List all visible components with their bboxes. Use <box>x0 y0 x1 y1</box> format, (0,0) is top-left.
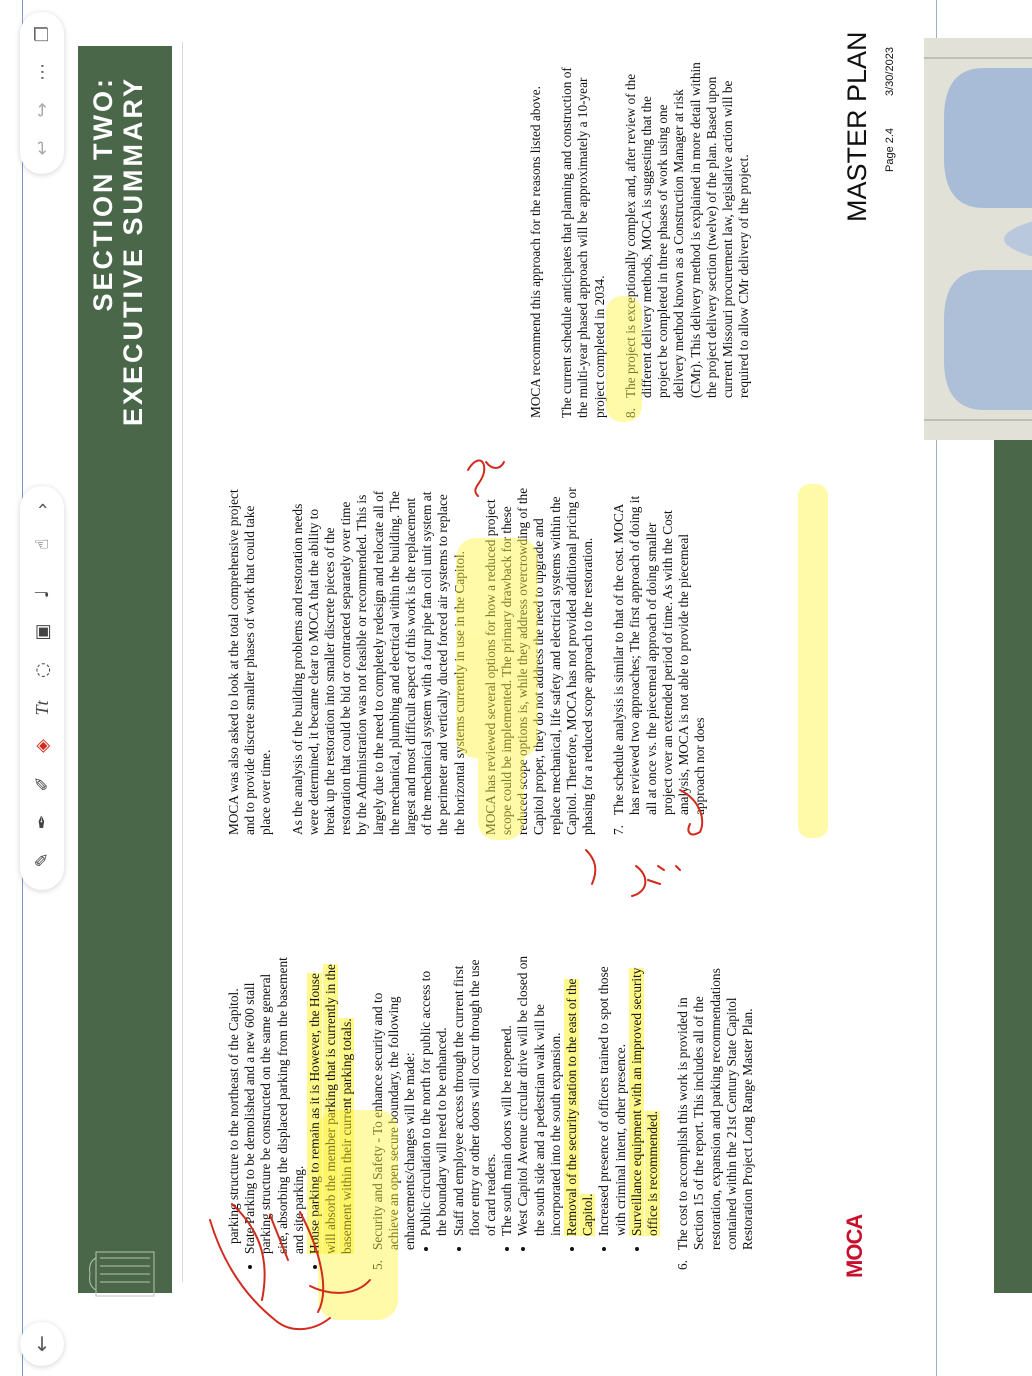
moca-logo: MOCA <box>842 1214 867 1278</box>
numbered-item-5: 5. Security and Safety - To enhance security and to achieve an open secure boundary, the following enhancements/changes will be made: • Public circulation to the north for public access to the boundary will need to be enhanced. • Staff and employee access through the current first floor entry or other doors will occur through the use of card readers. • The south main doors will be reopened. • West Capitol Avenue circular drive will be closed on the south side and a pedestrian walk will be incorporated into the south expansion. • Removal of the security station to the east of the Capitol. • Increased presence of officers trained to spot those with criminal intent, other presence. • Surveillance equipment with an improved security office is recommended. <box>370 955 662 1270</box>
capitol-sketch-image <box>924 38 1032 440</box>
redo-icon[interactable]: ↪ <box>31 102 53 118</box>
chevron-up-icon[interactable]: › <box>31 502 53 510</box>
image-icon[interactable]: ▣ <box>31 623 53 641</box>
list-item: • Staff and employee access through the current first floor entry or other doors will occur through the use of card readers. <box>451 955 500 1236</box>
numbered-item-8: 8. The project is exceptionally complex and, after review of the different delivery methods, MOCA is suggesting that the project be completed in three phases of work using one delivery method known as a Construction Manager at risk (CMr). This delivery method is explained in more detail within the project delivery section (twelve) of the plan. Based upon current Missouri procurement law, legislative action will be required to allow CMr delivery of the project. <box>623 60 753 418</box>
more-icon[interactable]: ⋯ <box>31 63 53 81</box>
text-column-3 <box>528 60 828 418</box>
item-text: The project is exceptionally complex and, after review of the different delivery methods, MOCA is suggesting that the project be completed in three phases of work using one delivery method known as a Construction Manager at risk (CMr). This delivery method is explained in more detail within the project delivery section (twelve) of the plan. Based upon current Missouri procurement law, legislative action will be required to allow CMr delivery of the project. <box>622 62 752 398</box>
capitol-logo-icon <box>86 1238 166 1310</box>
paragraph: As the analysis of the building problems and restoration needs were determined, it became clear to MOCA that the ability to break up the restoration into smaller discrete pieces of the restoration that could be bid or contracted separately over time by the Administration was not feasible or recommended. This is largely due to the need to completely redesign and relocate all of the mechanical, plumbing and electrical within the building. The largest and most difficult aspect of this work is the replacement of the mechanical system with a four pipe fan coil unit system at the perimeter and vertically ducted forced air systems to replace the horizontal systems currently in use in the Capitol. <box>289 490 467 835</box>
pen-icon[interactable]: ✒ <box>31 814 53 830</box>
numbered-item-6: 6. The cost to accomplish this work is provided in Section 15 of the report. This includes all of the restoration, expansion and parking recommendations contained within the 21st Century State Capitol Restoration Project Long Range Master Plan. <box>675 955 756 1270</box>
list-item <box>307 955 356 1254</box>
master-plan-title: MASTER PLAN <box>842 31 872 222</box>
section-title-line1: SECTION TWO: <box>88 76 118 312</box>
paragraph: MOCA has reviewed several options for how a reduced project scope could be implemented. The primary drawback for these reduced scope options is, while they address overcrowding of the Capitol proper, they do not address the need to upgrade and replace mechanical, life safety and electrical systems within the Capitol. Therefore, MOCA has not provided additional pricing or phasing for a reduced scope approach to the restoration. <box>482 487 596 835</box>
paragraph: MOCA was also asked to look at the total comprehensive project and to provide discrete smaller phases of work that could take place over time. <box>226 489 274 835</box>
lasso-icon[interactable]: ◌ <box>31 662 53 678</box>
undo-icon[interactable]: ↩ <box>31 140 53 156</box>
pages-icon[interactable]: ❐ <box>31 25 53 43</box>
parking-bullets <box>242 955 355 1270</box>
hand-icon[interactable]: ☝ <box>31 538 53 550</box>
numbered-item-7: 7. The schedule analysis is similar to that of the cost. MOCA has reviewed two approaches; The first approach of doing it all at once vs. the piecemeal approach of doing smaller project over an extended period of time. As with the Cost analysis, MOCA is not able to provide the piecemeal approach nor does <box>611 485 708 835</box>
pencil-icon[interactable]: ✎ <box>31 852 53 868</box>
paragraph: MOCA recommend this approach for the reasons listed above. <box>528 86 543 418</box>
page-number: Page 2.4 <box>884 127 896 172</box>
item-text: The schedule analysis is similar to that of the cost. MOCA has reviewed two approaches; The first approach of doing it all at once vs. the piecemeal approach of doing smaller project over an extended period of time. As with the Cost analysis, MOCA is not able to provide the piecemeal approach nor does <box>611 495 708 815</box>
item-text: Security and Safety - To enhance security and to achieve an open secure boundary, the following enhancements/changes will be made: <box>369 992 418 1250</box>
page-date: 3/30/2023 <box>884 47 896 96</box>
item-text: The cost to accomplish this work is provided in Section 15 of the report. This includes all of the restoration, expansion and parking recommendations contained within the 21st Century State Capitol Restoration Project Long Range Master Plan. <box>675 968 756 1250</box>
divider <box>182 42 183 1282</box>
highlighter-icon[interactable]: ✐ <box>31 776 53 792</box>
list-item: • Increased presence of officers trained to spot those with criminal intent, other presence. <box>596 955 628 1236</box>
list-item: • The south main doors will be reopened. <box>499 955 515 1236</box>
security-bullets <box>418 955 661 1250</box>
scroll-down-button[interactable]: ↓ <box>20 1322 64 1366</box>
paragraph-fragment: parking structure to the northeast of the Capitol. <box>226 988 241 1244</box>
list-item: • West Capitol Avenue circular drive will be closed on the south side and a pedestrian walk will be incorporated into the south expansion. <box>515 955 564 1236</box>
drawing-toolbar <box>20 486 64 890</box>
top-controls <box>20 12 64 174</box>
list-item: • Removal of the security station to the east of the Capitol. <box>564 955 596 1236</box>
list-item: • State Parking to be demolished and a new 600 stall parking structure be constructed on the same general site, absorbing the displaced parking from the basement and site parking. <box>242 955 307 1254</box>
text-column-1 <box>226 955 756 1270</box>
eraser-icon[interactable]: ◈ <box>31 739 53 753</box>
text-tool-icon[interactable]: Tt <box>31 700 52 716</box>
list-item: • Public circulation to the north for public access to the boundary will need to be enhanced. <box>418 955 450 1236</box>
list-item: • Surveillance equipment with an improved security office is recommended. <box>629 955 661 1236</box>
highlighted-text: House parking to remain as it is However, the House will absorb the member parking that is currently in the basement within their current parking totals. <box>307 964 355 1254</box>
section-two-band <box>78 46 172 1293</box>
paragraph: The current schedule anticipates that planning and construction of the multi-year phased approach will be approximately a 10-year project completed in 2034. <box>559 67 607 418</box>
text-column-2 <box>226 485 826 835</box>
microphone-icon[interactable]: ♩ <box>31 589 53 599</box>
section-two-heading <box>88 76 148 456</box>
section-title-line2: EXECUTIVE SUMMARY <box>118 76 148 427</box>
